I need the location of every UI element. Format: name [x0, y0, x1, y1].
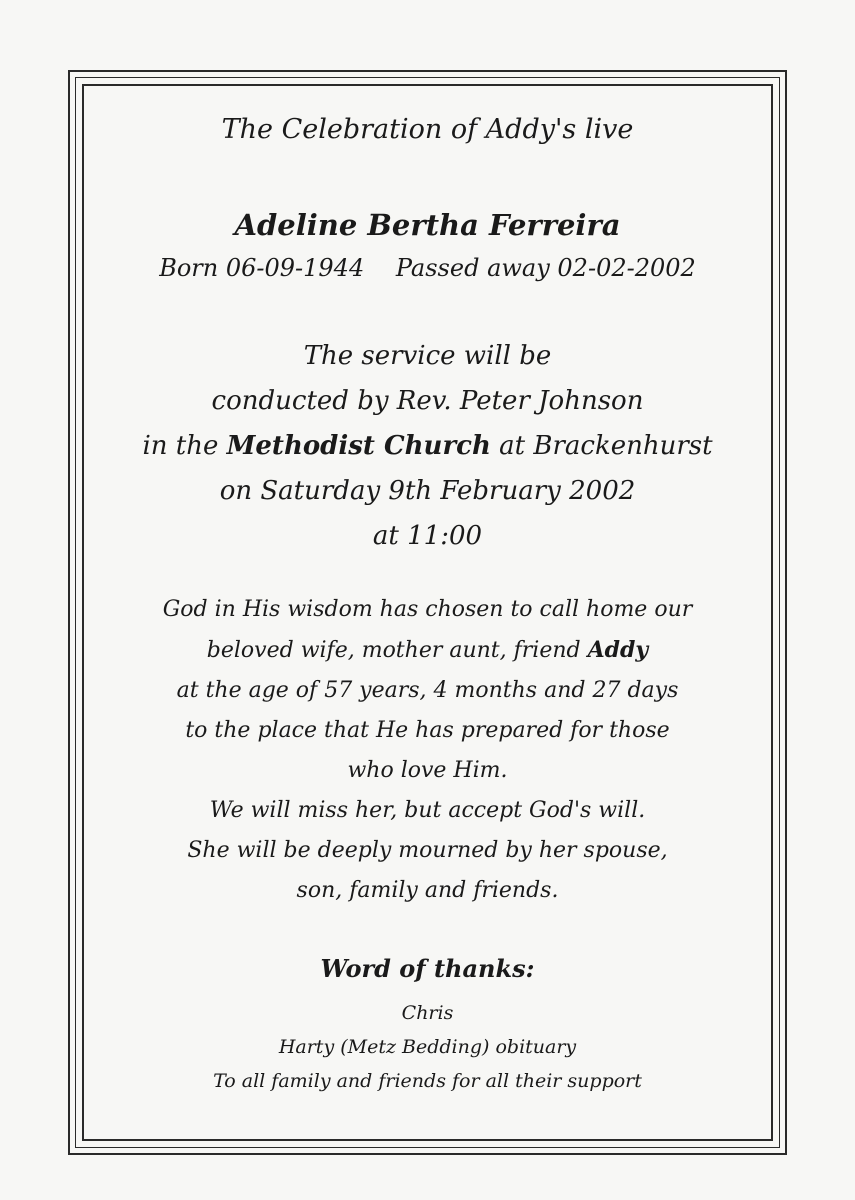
thanks-item: Chris: [401, 1002, 454, 1024]
thanks-item: To all family and friends for all their support: [213, 1070, 642, 1092]
tribute-line-7: She will be deeply mourned by her spouse,: [187, 838, 668, 863]
birth-date: Born 06-09-1944: [159, 254, 365, 282]
thanks-list: [82, 996, 773, 1098]
tribute-line-8: son, family and friends.: [296, 878, 559, 903]
service-line-3-prefix: in the: [142, 431, 227, 461]
tribute-line-4: to the place that He has prepared for those: [185, 718, 670, 743]
service-line-3-suffix: at Brackenhurst: [490, 431, 713, 461]
tribute-line-2-prefix: beloved wife, mother aunt, friend: [206, 638, 588, 663]
tribute-addy-name: Addy: [587, 637, 649, 663]
death-date: Passed away 02-02-2002: [395, 254, 696, 282]
church-name: Methodist Church: [226, 431, 491, 461]
card-title: The Celebration of Addy's live: [221, 114, 634, 145]
life-dates: [82, 254, 773, 282]
service-details: [82, 334, 773, 559]
deceased-name: Adeline Bertha Ferreira: [234, 208, 621, 242]
service-line-1: The service will be: [303, 341, 552, 371]
service-date: on Saturday 9th February 2002: [219, 476, 636, 506]
tribute-text: [82, 590, 773, 911]
tribute-line-1: God in His wisdom has chosen to call home our: [162, 597, 693, 622]
thanks-item: Harty (Metz Bedding) obituary: [278, 1036, 577, 1058]
tribute-line-5: who love Him.: [347, 758, 508, 783]
service-line-3: [82, 424, 773, 469]
tribute-line-6: We will miss her, but accept God's will.: [209, 798, 646, 823]
tribute-line-2: [82, 630, 773, 671]
tribute-line-3: at the age of 57 years, 4 months and 27 days: [176, 678, 679, 703]
service-time: at 11:00: [372, 521, 483, 551]
thanks-heading: Word of thanks:: [320, 954, 535, 983]
service-line-2: conducted by Rev. Peter Johnson: [211, 386, 644, 416]
